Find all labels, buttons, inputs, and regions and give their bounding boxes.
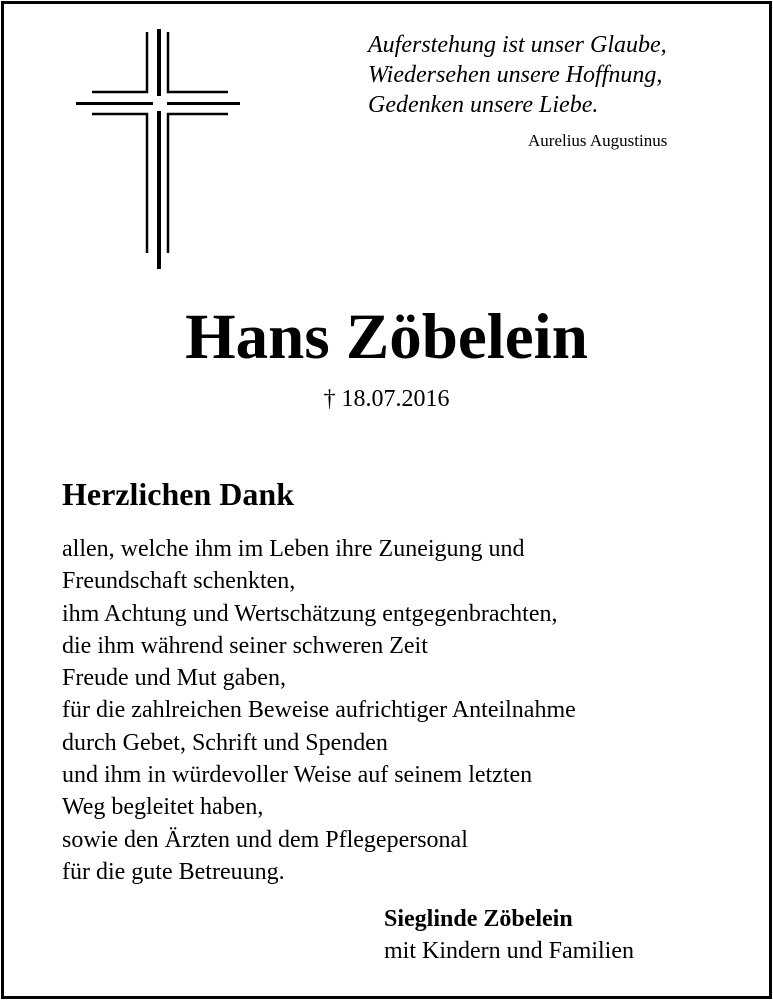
text-line: durch Gebet, Schrift und Spenden (62, 729, 388, 756)
deceased-name: Hans Zöbelein (185, 301, 588, 373)
quote-line: Gedenken unsere Liebe. (368, 92, 599, 118)
quote-line: Auferstehung ist unser Glaube, (368, 32, 667, 58)
signature-name: Sieglinde Zöbelein (384, 906, 573, 932)
text-line: allen, welche ihm im Leben ihre Zuneigung und (62, 536, 525, 562)
quote (368, 30, 667, 120)
thanks-text (62, 533, 576, 888)
text-line: und ihm in würdevoller Weise auf seinem letzten (62, 762, 533, 789)
text-line: sowie den Ärzten und dem Pflegepersonal (62, 826, 468, 853)
text-line: Freude und Mut gaben, (62, 665, 286, 692)
quote-author: Aurelius Augustinus (528, 131, 668, 150)
death-date: † 18.07.2016 (323, 386, 450, 412)
text-line: die ihm während seiner schweren Zeit (62, 632, 428, 659)
text-line: Weg begleitet haben, (62, 794, 264, 821)
text-line: Freundschaft schenkten, (62, 568, 296, 595)
thanks-heading: Herzlichen Dank (62, 476, 294, 512)
text-line: für die zahlreichen Beweise aufrichtiger Anteilnahme (62, 697, 576, 724)
text-line: ihm Achtung und Wertschätzung entgegenbrachten, (62, 600, 558, 627)
quote-line: Wiedersehen unsere Hoffnung, (368, 62, 663, 88)
signature (384, 903, 634, 967)
cross-icon (0, 0, 260, 280)
text-line: für die gute Betreuung. (62, 858, 285, 885)
signature-family: mit Kindern und Familien (384, 938, 634, 964)
